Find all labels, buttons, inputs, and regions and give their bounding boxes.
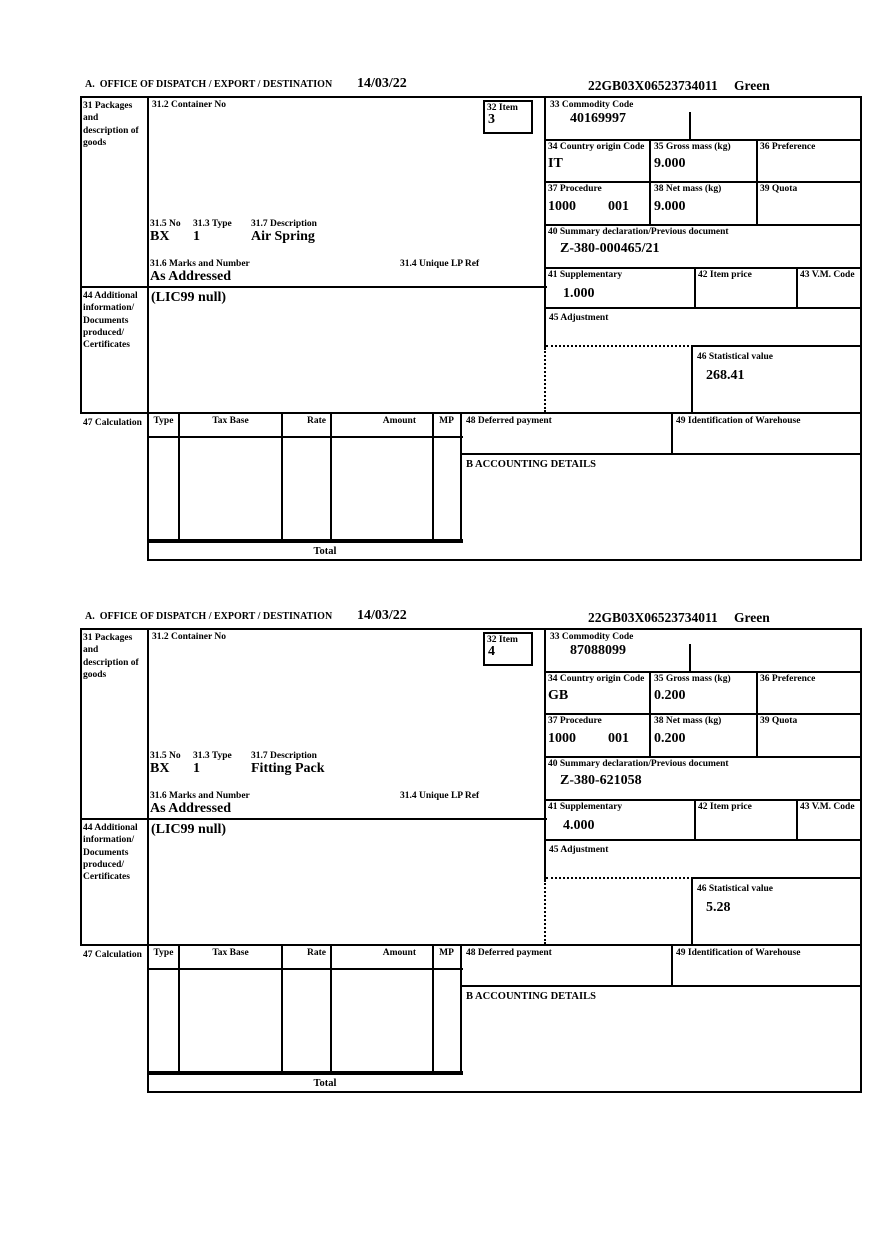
border-line — [178, 412, 180, 541]
border-line — [544, 267, 862, 269]
declaration-item-block — [0, 532, 882, 1089]
border-line — [460, 412, 462, 541]
dotted-border-line — [546, 345, 693, 347]
total-label: Total — [313, 546, 337, 557]
border-line — [544, 756, 862, 758]
goods-description-value: Fitting Pack — [251, 761, 325, 776]
country-origin-value: IT — [548, 156, 563, 171]
box31-label: 31 Packages and description of goods — [83, 101, 139, 149]
border-line — [544, 799, 862, 801]
border-line — [80, 96, 82, 414]
dotted-border-line — [544, 880, 546, 944]
commodity-code-value: 87088099 — [570, 643, 626, 658]
box36-label: 36 Preference — [760, 142, 816, 152]
marks-and-number-value: As Addressed — [150, 269, 232, 284]
accounting-details-label: B ACCOUNTING DETAILS — [466, 991, 596, 1002]
box49-label: 49 Identification of Warehouse — [676, 948, 801, 958]
calc-col-amount: Amount — [382, 416, 416, 426]
calc-col-mp: MP — [439, 948, 454, 958]
net-mass-value: 9.000 — [654, 199, 686, 214]
box42-label: 42 Item price — [698, 270, 752, 280]
box38-label: 38 Net mass (kg) — [654, 716, 722, 726]
packages-no-value: BX — [150, 229, 170, 244]
office-of-dispatch-label: A. OFFICE OF DISPATCH / EXPORT / DESTINATION — [85, 611, 333, 622]
border-line — [432, 412, 434, 541]
calc-col-tax-base: Tax Base — [212, 416, 249, 426]
box33-label: 33 Commodity Code — [550, 100, 634, 110]
box46-label: 46 Statistical value — [697, 352, 773, 362]
calc-col-amount: Amount — [382, 948, 416, 958]
border-line — [461, 453, 862, 455]
box41-label: 41 Supplementary — [548, 270, 623, 280]
item-number-value: 3 — [488, 112, 495, 127]
box31-4-label: 31.4 Unique LP Ref — [400, 259, 480, 269]
border-line — [544, 713, 862, 715]
box41-label: 41 Supplementary — [548, 802, 623, 812]
box45-label: 45 Adjustment — [549, 313, 609, 323]
box31-3-label: 31.3 Type — [193, 219, 232, 229]
statistical-value: 5.28 — [706, 900, 731, 915]
marks-and-number-value: As Addressed — [150, 801, 232, 816]
border-line — [147, 1091, 862, 1093]
packages-no-value: BX — [150, 761, 170, 776]
box31-2-label: 31.2 Container No — [152, 100, 226, 110]
movement-reference-number: 22GB03X06523734011 — [588, 78, 718, 93]
total-label: Total — [313, 1078, 337, 1089]
additional-information-value: (LIC99 null) — [151, 822, 227, 837]
movement-reference-number: 22GB03X06523734011 — [588, 610, 718, 625]
packages-type-value: 1 — [193, 761, 200, 776]
border-line — [461, 985, 862, 987]
border-line — [860, 628, 862, 1093]
border-line — [691, 877, 862, 879]
box49-label: 49 Identification of Warehouse — [676, 416, 801, 426]
dotted-border-line — [544, 348, 546, 412]
calc-col-mp: MP — [439, 416, 454, 426]
declaration-item-block — [0, 0, 882, 557]
border-line — [756, 671, 758, 758]
acceptance-date: 14/03/22 — [357, 76, 407, 91]
border-line — [147, 96, 149, 561]
procedure-code-value: 1000 — [548, 199, 576, 214]
box46-label: 46 Statistical value — [697, 884, 773, 894]
border-line — [147, 628, 149, 1093]
box42-label: 42 Item price — [698, 802, 752, 812]
border-line — [147, 1071, 463, 1073]
border-line — [671, 944, 673, 987]
box45-label: 45 Adjustment — [549, 845, 609, 855]
border-line — [80, 628, 82, 946]
commodity-code-divider — [689, 644, 691, 672]
border-line — [147, 436, 463, 438]
calc-col-rate: Rate — [307, 948, 326, 958]
box38-label: 38 Net mass (kg) — [654, 184, 722, 194]
box40-label: 40 Summary declaration/Previous document — [548, 227, 729, 237]
routing-indicator: Green — [734, 610, 770, 625]
previous-document-value: Z-380-000465/21 — [560, 241, 660, 256]
gross-mass-value: 0.200 — [654, 688, 686, 703]
previous-document-value: Z-380-621058 — [560, 773, 642, 788]
border-line — [330, 944, 332, 1073]
border-line — [694, 267, 696, 309]
border-line — [178, 944, 180, 1073]
procedure-code-value: 1000 — [548, 731, 576, 746]
border-line — [544, 671, 862, 673]
gross-mass-value: 9.000 — [654, 156, 686, 171]
dotted-border-line — [546, 877, 693, 879]
commodity-code-value: 40169997 — [570, 111, 626, 126]
box47-label: 47 Calculation — [83, 418, 142, 428]
box32-item — [483, 632, 533, 666]
box32-label: 32 Item — [487, 103, 518, 113]
border-line — [281, 412, 283, 541]
box31-5-label: 31.5 No — [150, 219, 181, 229]
box31-5-label: 31.5 No — [150, 751, 181, 761]
box32-label: 32 Item — [487, 635, 518, 645]
country-origin-value: GB — [548, 688, 569, 703]
additional-information-value: (LIC99 null) — [151, 290, 227, 305]
routing-indicator: Green — [734, 78, 770, 93]
border-line — [80, 412, 862, 414]
border-line — [649, 139, 651, 226]
border-line — [544, 181, 862, 183]
box43-label: 43 V.M. Code — [800, 802, 855, 812]
net-mass-value: 0.200 — [654, 731, 686, 746]
border-line — [691, 345, 693, 414]
border-line — [80, 286, 547, 288]
border-line — [432, 944, 434, 1073]
commodity-code-divider — [689, 112, 691, 140]
border-line — [860, 96, 862, 561]
box48-label: 48 Deferred payment — [466, 416, 552, 426]
border-line — [330, 412, 332, 541]
border-line — [80, 944, 862, 946]
border-line — [671, 412, 673, 455]
border-line — [691, 877, 693, 946]
box39-label: 39 Quota — [760, 716, 798, 726]
box32-item — [483, 100, 533, 134]
packages-type-value: 1 — [193, 229, 200, 244]
accounting-details-label: B ACCOUNTING DETAILS — [466, 459, 596, 470]
box35-label: 35 Gross mass (kg) — [654, 674, 731, 684]
border-line — [796, 267, 798, 309]
border-line — [544, 96, 546, 348]
box33-label: 33 Commodity Code — [550, 632, 634, 642]
border-line — [691, 345, 862, 347]
border-line — [694, 799, 696, 841]
calc-col-type: Type — [153, 416, 174, 426]
border-line — [147, 1073, 463, 1075]
goods-description-value: Air Spring — [251, 229, 315, 244]
border-line — [80, 818, 547, 820]
supplementary-units-value: 1.000 — [563, 286, 595, 301]
box31-6-label: 31.6 Marks and Number — [150, 791, 250, 801]
box44-label: 44 Additional information/ Documents produced/ Certificates — [83, 291, 138, 351]
box37-label: 37 Procedure — [548, 716, 602, 726]
calc-col-type: Type — [153, 948, 174, 958]
box31-4-label: 31.4 Unique LP Ref — [400, 791, 480, 801]
border-line — [80, 96, 862, 98]
box47-label: 47 Calculation — [83, 950, 142, 960]
border-line — [544, 628, 546, 880]
border-line — [281, 944, 283, 1073]
box48-label: 48 Deferred payment — [466, 948, 552, 958]
box31-7-label: 31.7 Description — [251, 219, 317, 229]
border-line — [80, 628, 862, 630]
supplementary-units-value: 4.000 — [563, 818, 595, 833]
border-line — [544, 139, 862, 141]
border-line — [147, 968, 463, 970]
item-number-value: 4 — [488, 644, 495, 659]
border-line — [544, 307, 862, 309]
box34-label: 34 Country origin Code — [548, 142, 645, 152]
box31-label: 31 Packages and description of goods — [83, 633, 139, 681]
box43-label: 43 V.M. Code — [800, 270, 855, 280]
box36-label: 36 Preference — [760, 674, 816, 684]
statistical-value: 268.41 — [706, 368, 745, 383]
box44-label: 44 Additional information/ Documents produced/ Certificates — [83, 823, 138, 883]
box39-label: 39 Quota — [760, 184, 798, 194]
office-of-dispatch-label: A. OFFICE OF DISPATCH / EXPORT / DESTINATION — [85, 79, 333, 90]
border-line — [796, 799, 798, 841]
border-line — [756, 139, 758, 226]
calc-col-tax-base: Tax Base — [212, 948, 249, 958]
box31-7-label: 31.7 Description — [251, 751, 317, 761]
border-line — [544, 839, 862, 841]
box31-6-label: 31.6 Marks and Number — [150, 259, 250, 269]
calc-col-rate: Rate — [307, 416, 326, 426]
border-line — [649, 671, 651, 758]
border-line — [460, 944, 462, 1073]
procedure-suffix-value: 001 — [608, 731, 629, 746]
box37-label: 37 Procedure — [548, 184, 602, 194]
border-line — [544, 224, 862, 226]
procedure-suffix-value: 001 — [608, 199, 629, 214]
box31-2-label: 31.2 Container No — [152, 632, 226, 642]
box35-label: 35 Gross mass (kg) — [654, 142, 731, 152]
acceptance-date: 14/03/22 — [357, 608, 407, 623]
box34-label: 34 Country origin Code — [548, 674, 645, 684]
box31-3-label: 31.3 Type — [193, 751, 232, 761]
box40-label: 40 Summary declaration/Previous document — [548, 759, 729, 769]
